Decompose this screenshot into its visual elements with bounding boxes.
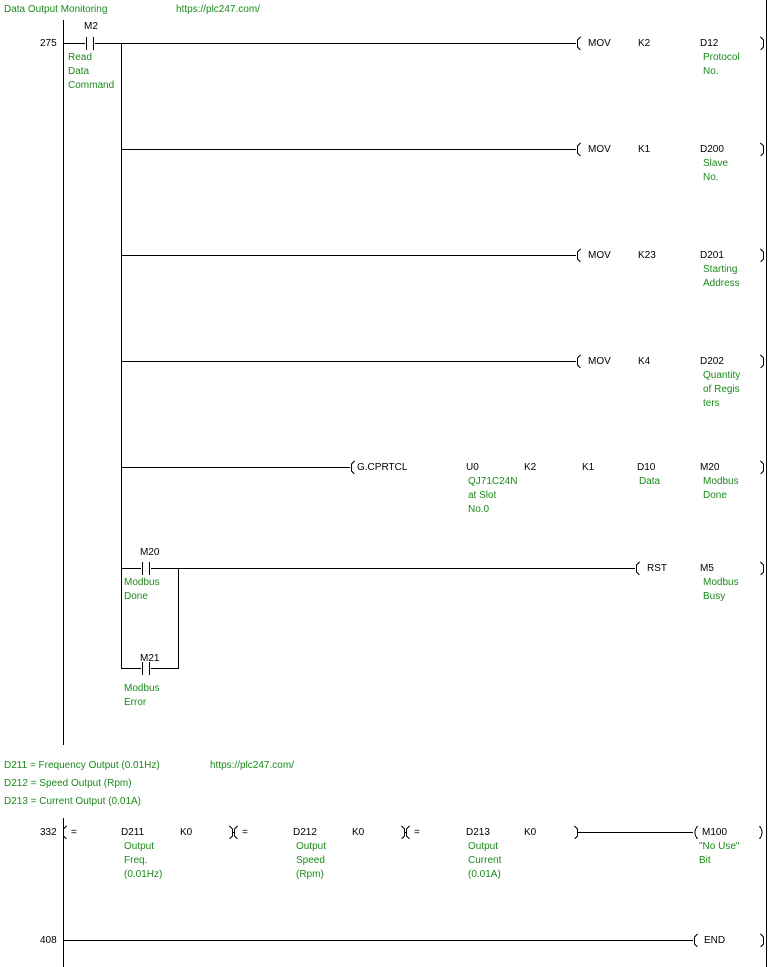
page-title: Data Output Monitoring xyxy=(4,4,108,15)
device-comment: Slave No. xyxy=(703,158,729,183)
source-operand[interactable]: K2 xyxy=(638,38,651,49)
instruction-mnemonic[interactable]: MOV xyxy=(588,356,611,367)
compare-device[interactable]: D212 xyxy=(293,827,317,838)
device-comment: Modbus Busy xyxy=(703,577,739,602)
device-comment: Modbus Done xyxy=(124,577,160,602)
note-line: D213 = Current Output (0.01A) xyxy=(4,796,142,807)
device-comment: Output Speed (Rpm) xyxy=(296,841,327,880)
compare-constant[interactable]: K0 xyxy=(180,827,193,838)
compare-constant[interactable]: K0 xyxy=(524,827,537,838)
note-line: D212 = Speed Output (Rpm) xyxy=(4,778,132,789)
instruction-mnemonic[interactable]: MOV xyxy=(588,144,611,155)
operand-m20[interactable]: M20 xyxy=(700,462,720,473)
device-comment: Read Data Command xyxy=(68,52,115,91)
device-comment: Starting Address xyxy=(703,264,740,289)
instruction-mnemonic[interactable]: G.CPRTCL xyxy=(357,462,408,473)
device-comment: "No Use" Bit xyxy=(699,841,740,866)
compare-constant[interactable]: K0 xyxy=(352,827,365,838)
source-operand[interactable]: K1 xyxy=(638,144,651,155)
device-comment: Modbus Error xyxy=(124,683,160,708)
operand-k2[interactable]: K2 xyxy=(524,462,537,473)
destination-operand[interactable]: M5 xyxy=(700,563,714,574)
coil-device[interactable]: M100 xyxy=(702,827,728,838)
compare-operator[interactable]: = xyxy=(414,827,420,838)
contact-m20 xyxy=(143,562,150,575)
device-comment: Output Current (0.01A) xyxy=(468,841,502,880)
instruction-mnemonic[interactable]: RST xyxy=(647,563,667,574)
instruction-mnemonic[interactable]: MOV xyxy=(588,250,611,261)
destination-operand[interactable]: D12 xyxy=(700,38,719,49)
note-url: https://plc247.com/ xyxy=(210,760,294,771)
step-number: 332 xyxy=(40,827,57,838)
source-operand[interactable]: K4 xyxy=(638,356,651,367)
device-comment: Output Freq. (0.01Hz) xyxy=(124,841,163,880)
note-line: D211 = Frequency Output (0.01Hz) xyxy=(4,760,160,771)
step-number: 275 xyxy=(40,38,57,49)
destination-operand[interactable]: D202 xyxy=(700,356,724,367)
compare-device[interactable]: D211 xyxy=(121,827,145,838)
operand-k1[interactable]: K1 xyxy=(582,462,595,473)
compare-operator[interactable]: = xyxy=(242,827,248,838)
compare-device[interactable]: D213 xyxy=(466,827,490,838)
device-comment: Modbus Done xyxy=(703,476,739,501)
destination-operand[interactable]: D200 xyxy=(700,144,724,155)
destination-operand[interactable]: D201 xyxy=(700,250,724,261)
device-comment: Data xyxy=(639,476,661,487)
operand-d10[interactable]: D10 xyxy=(637,462,656,473)
instruction-mnemonic[interactable]: MOV xyxy=(588,38,611,49)
end-instruction[interactable]: END xyxy=(704,935,726,946)
device-comment: Quantity of Regis ters xyxy=(703,370,741,409)
device-comment: Protocol No. xyxy=(703,52,740,77)
compare-operator[interactable]: = xyxy=(71,827,77,838)
step-number: 408 xyxy=(40,935,57,946)
contact-m2 xyxy=(87,37,94,50)
operand-u0[interactable]: U0 xyxy=(466,462,479,473)
source-operand[interactable]: K23 xyxy=(638,250,656,261)
device-label[interactable]: M2 xyxy=(84,21,98,32)
device-label[interactable]: M21 xyxy=(140,653,160,664)
header-url: https://plc247.com/ xyxy=(176,4,260,15)
device-label[interactable]: M20 xyxy=(140,547,160,558)
device-comment: QJ71C24N at Slot No.0 xyxy=(468,476,518,515)
